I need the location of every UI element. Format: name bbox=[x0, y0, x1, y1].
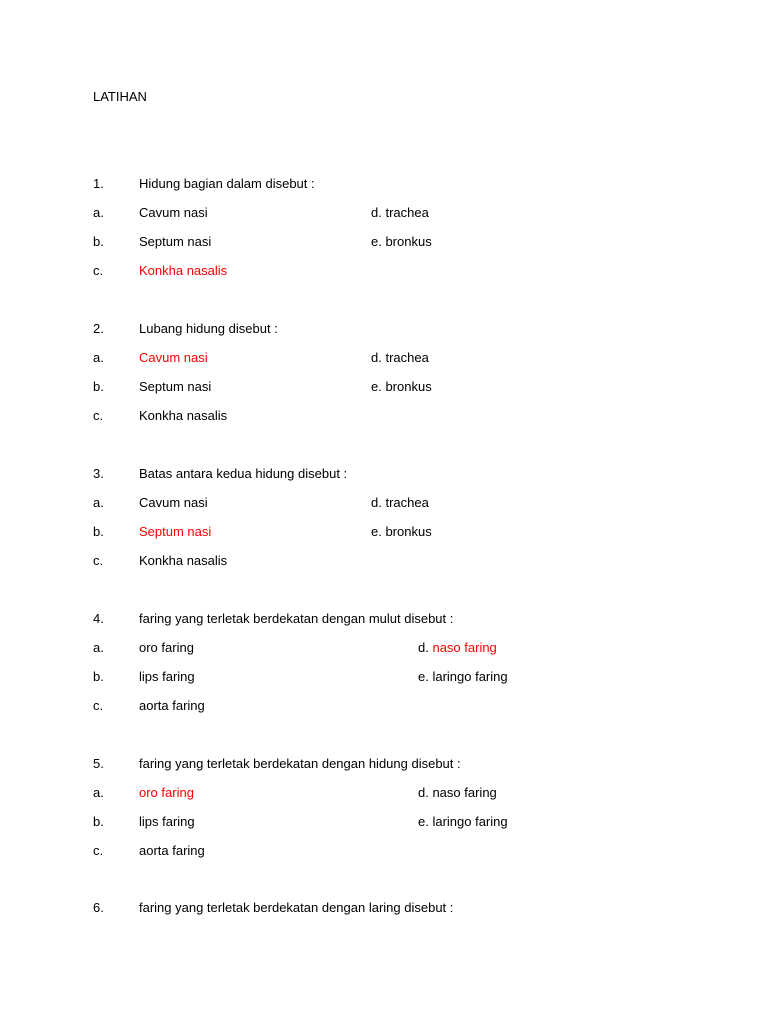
option-b-text-correct: Septum nasi bbox=[139, 524, 212, 539]
option-d bbox=[418, 640, 497, 656]
option-d-prefix: d. bbox=[418, 640, 433, 655]
option-c-label: c. bbox=[93, 553, 104, 568]
option-c-text: Konkha nasalis bbox=[139, 408, 228, 423]
option-c-label: c. bbox=[93, 843, 104, 858]
option-b-label: b. bbox=[93, 379, 104, 394]
answer-row bbox=[0, 640, 768, 656]
question-text: faring yang terletak berdekatan dengan laring disebut : bbox=[139, 900, 454, 915]
option-a-label: a. bbox=[93, 495, 104, 510]
answer-row bbox=[0, 785, 768, 801]
option-d-text: d. trachea bbox=[371, 205, 429, 220]
question-4 bbox=[0, 611, 768, 627]
question-5 bbox=[0, 756, 768, 772]
answer-row bbox=[0, 524, 768, 540]
option-a-label: a. bbox=[93, 350, 104, 365]
option-c-text: aorta faring bbox=[139, 698, 205, 713]
answer-row bbox=[0, 379, 768, 395]
document-title: LATIHAN bbox=[93, 89, 147, 104]
question-number: 1. bbox=[93, 176, 104, 191]
option-b-label: b. bbox=[93, 669, 104, 684]
answer-row bbox=[0, 205, 768, 221]
answer-row bbox=[0, 234, 768, 250]
question-6 bbox=[0, 900, 768, 916]
option-e-text: e. laringo faring bbox=[418, 669, 508, 684]
answer-row bbox=[0, 553, 768, 569]
option-a-text: oro faring bbox=[139, 640, 194, 655]
option-d-text: d. trachea bbox=[371, 350, 429, 365]
option-a-label: a. bbox=[93, 785, 104, 800]
question-2 bbox=[0, 321, 768, 337]
option-c-text: Konkha nasalis bbox=[139, 553, 228, 568]
question-text: faring yang terletak berdekatan dengan mulut disebut : bbox=[139, 611, 454, 626]
answer-row bbox=[0, 263, 768, 279]
option-d-text: d. naso faring bbox=[418, 785, 497, 800]
answer-row bbox=[0, 669, 768, 685]
option-a-text-correct: oro faring bbox=[139, 785, 194, 800]
question-number: 4. bbox=[93, 611, 104, 626]
option-b-text: lips faring bbox=[139, 669, 195, 684]
option-a-text: Cavum nasi bbox=[139, 205, 208, 220]
answer-row bbox=[0, 843, 768, 859]
option-c-text-correct: Konkha nasalis bbox=[139, 263, 228, 278]
option-e-text: e. bronkus bbox=[371, 379, 432, 394]
option-e-text: e. laringo faring bbox=[418, 814, 508, 829]
option-b-label: b. bbox=[93, 234, 104, 249]
option-e-text: e. bronkus bbox=[371, 524, 432, 539]
option-c-label: c. bbox=[93, 263, 104, 278]
answer-row bbox=[0, 495, 768, 511]
question-number: 6. bbox=[93, 900, 104, 915]
question-text: faring yang terletak berdekatan dengan hidung disebut : bbox=[139, 756, 461, 771]
question-text: Lubang hidung disebut : bbox=[139, 321, 278, 336]
answer-row bbox=[0, 698, 768, 714]
option-a-label: a. bbox=[93, 205, 104, 220]
answer-row bbox=[0, 408, 768, 424]
option-c-label: c. bbox=[93, 698, 104, 713]
option-d-text: d. trachea bbox=[371, 495, 429, 510]
question-number: 5. bbox=[93, 756, 104, 771]
option-b-text: Septum nasi bbox=[139, 234, 212, 249]
question-text: Batas antara kedua hidung disebut : bbox=[139, 466, 348, 481]
question-1 bbox=[0, 176, 768, 192]
question-text: Hidung bagian dalam disebut : bbox=[139, 176, 315, 191]
option-b-text: lips faring bbox=[139, 814, 195, 829]
option-a-text-correct: Cavum nasi bbox=[139, 350, 208, 365]
option-b-label: b. bbox=[93, 524, 104, 539]
option-e-text: e. bronkus bbox=[371, 234, 432, 249]
option-b-label: b. bbox=[93, 814, 104, 829]
option-a-label: a. bbox=[93, 640, 104, 655]
question-number: 2. bbox=[93, 321, 104, 336]
option-c-label: c. bbox=[93, 408, 104, 423]
answer-row bbox=[0, 350, 768, 366]
option-d-text-correct: naso faring bbox=[432, 640, 497, 655]
option-c-text: aorta faring bbox=[139, 843, 205, 858]
question-3 bbox=[0, 466, 768, 482]
answer-row bbox=[0, 814, 768, 830]
option-a-text: Cavum nasi bbox=[139, 495, 208, 510]
option-b-text: Septum nasi bbox=[139, 379, 212, 394]
question-number: 3. bbox=[93, 466, 104, 481]
